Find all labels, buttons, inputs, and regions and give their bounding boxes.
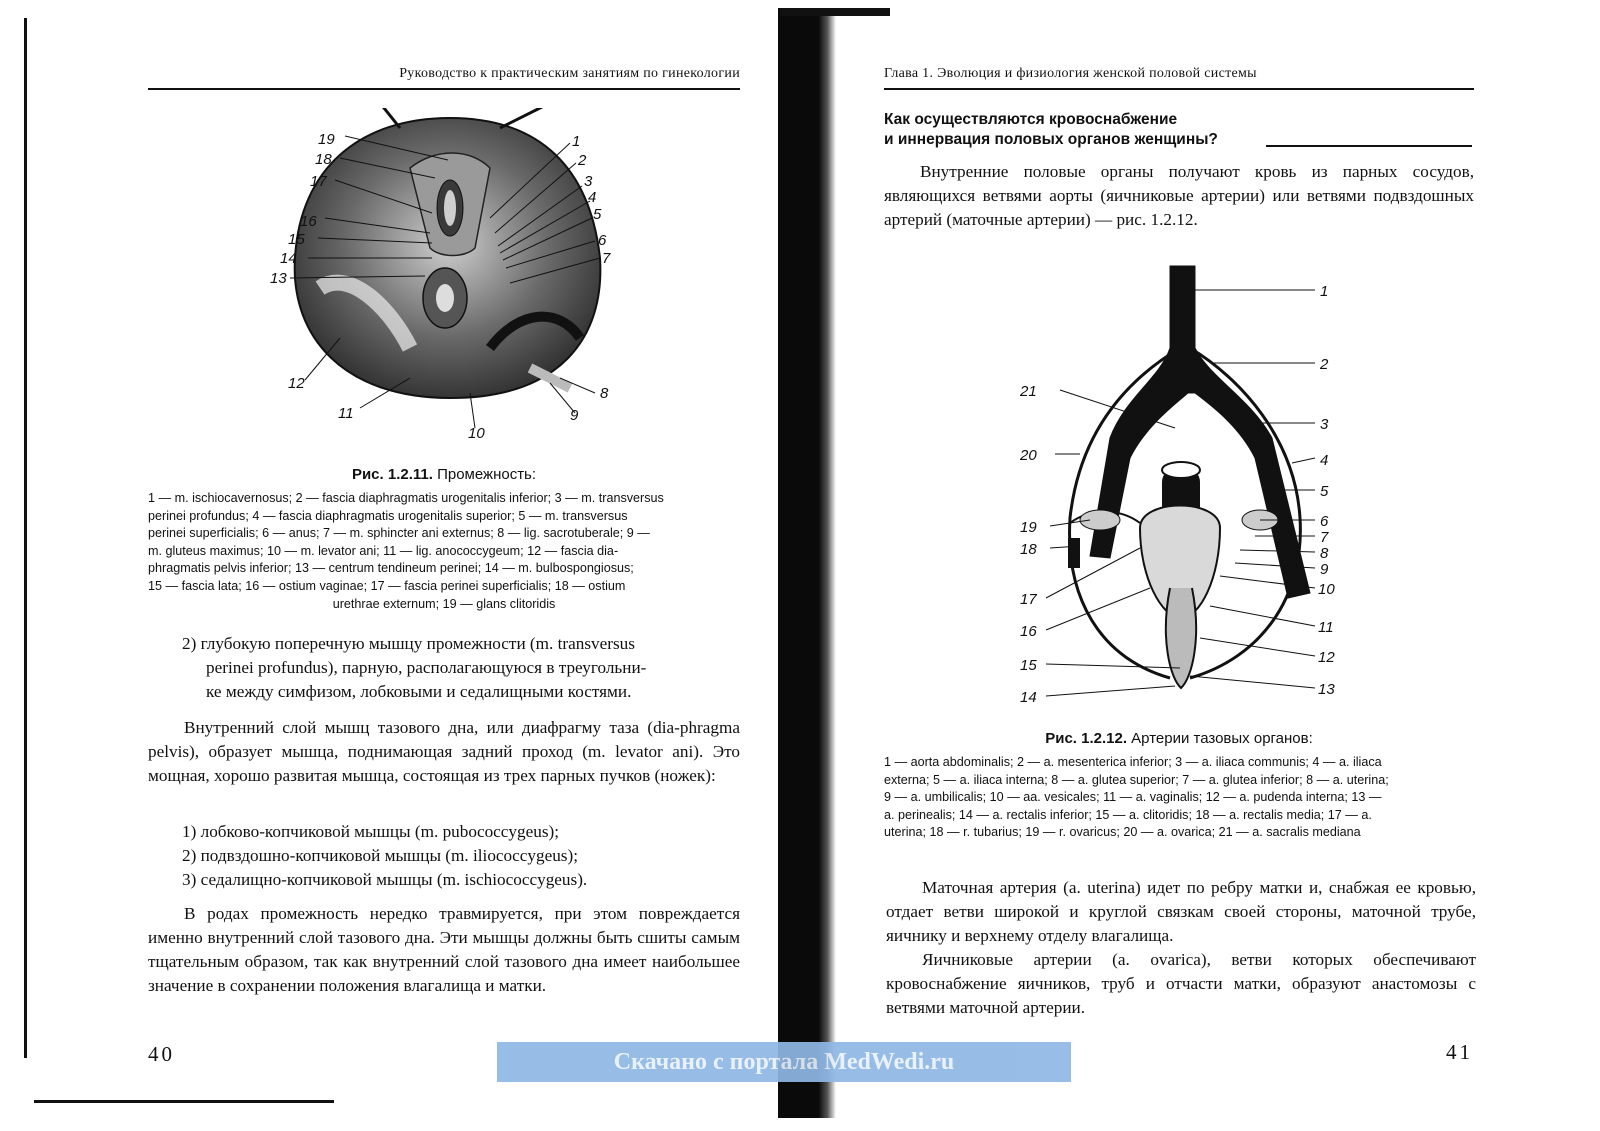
list-item-line: perinei profundus), парную, располагающуюся в треугольни-	[206, 658, 647, 677]
fig12-label: 16	[1020, 623, 1037, 640]
fig11-caption	[148, 466, 740, 483]
deep-transverse-muscle-item	[182, 632, 742, 704]
fig11-legend-line: urethrae externum; 19 — glans clitoridis	[332, 596, 556, 611]
fig11-label: 18	[315, 151, 332, 168]
fig12-legend-line: externa; 5 — a. iliaca interna; 8 — a. glutea superior; 7 — a. glutea inferior; 8 — a. uterina;	[884, 772, 1389, 787]
fig11-legend-line: phragmatis pelvis inferior; 13 — centrum tendineum perinei; 14 — m. bulbospongiosus;	[148, 561, 634, 576]
right-paragraph-2	[886, 948, 1476, 1020]
fig12-label: 12	[1318, 649, 1335, 666]
fig11-label: 5	[593, 206, 602, 223]
left-running-head: Руководство к практическим занятиям по гинекологии	[399, 66, 740, 81]
fig11-label: 17	[310, 173, 327, 190]
list-item-line: ке между симфизом, лобковыми и седалищными костями.	[206, 682, 632, 701]
fig12-legend-line: 1 — aorta abdominalis; 2 — a. mesenterica inferior; 3 — a. iliaca communis; 4 — a. iliaca	[884, 755, 1382, 769]
fig12-legend-line: 9 — a. umbilicalis; 10 — aa. vesicales; 11 — a. vaginalis; 12 — a. pudenda interna; 13 —	[884, 790, 1382, 805]
question-underline	[1266, 145, 1472, 147]
right-running-head: Глава 1. Эволюция и физиология женской половой системы	[884, 66, 1257, 81]
right-page-number: 41	[1446, 1040, 1473, 1064]
fig12-caption-number: Рис. 1.2.12.	[1045, 730, 1127, 747]
fig12-legend-line: a. perinealis; 14 — a. rectalis inferior; 15 — a. clitoridis; 18 — a. rectalis media; 17 — a.	[884, 807, 1372, 822]
right-header-rule	[884, 88, 1474, 90]
fig11-caption-title: Промежность:	[437, 466, 537, 483]
fig12-legend	[884, 754, 1474, 842]
book-spine-shadow	[778, 8, 836, 1118]
fig11-label: 14	[280, 250, 297, 267]
fig12-label: 1	[1320, 283, 1329, 300]
spine-top-edge	[780, 8, 890, 16]
fig11-label: 4	[588, 189, 597, 206]
fig12-label: 7	[1320, 529, 1329, 546]
fig11-label: 7	[602, 250, 611, 267]
fig12-label: 4	[1320, 452, 1329, 469]
fig11-legend-line: perinei superficialis; 6 — anus; 7 — m. sphincter ani externus; 8 — lig. sacrotuberale; 9 —	[148, 526, 650, 541]
fig11-legend-line: m. gluteus maximus; 10 — m. levator ani; 11 — lig. anococcygeum; 12 — fascia dia-	[148, 543, 619, 558]
fig12-label: 2	[1320, 356, 1329, 373]
pelvic-arteries-figure	[1010, 258, 1350, 718]
left-page-number: 40	[148, 1042, 175, 1066]
muscle-list	[182, 820, 742, 892]
fig12-label: 21	[1020, 383, 1037, 400]
left-margin-mark	[24, 18, 27, 1058]
fig12-label: 5	[1320, 483, 1329, 500]
fig12-caption	[884, 730, 1474, 747]
fig12-label: 9	[1320, 561, 1329, 578]
download-watermark: Скачано с портала MedWedi.ru	[497, 1042, 1071, 1082]
fig11-label: 19	[318, 131, 335, 148]
fig11-legend-line: 15 — fascia lata; 16 — ostium vaginae; 17 — fascia perinei superficialis; 18 — ostium	[148, 578, 626, 593]
bottom-left-scan-line	[34, 1100, 334, 1103]
fig11-caption-number: Рис. 1.2.11.	[351, 466, 433, 483]
fig11-legend-line: 1 — m. ischiocavernosus; 2 — fascia diaphragmatis urogenitalis inferior; 3 — m. transversus	[148, 491, 664, 505]
fig12-caption-title: Артерии тазовых органов:	[1131, 730, 1313, 747]
paragraph-text: Яичниковые артерии (a. ovarica), ветви которых обеспечивают кровоснабжение яичников, труб и отчасти матки, образуют анастомозы с ветвями маточной артерии.	[886, 950, 1476, 1017]
list-item: 3) седалищно-копчиковой мышцы (m. ischiococcygeus).	[182, 870, 588, 889]
left-paragraph-1	[148, 716, 740, 788]
fig11-label: 1	[572, 133, 581, 150]
fig12-label: 3	[1320, 416, 1329, 433]
right-paragraph-1	[886, 876, 1476, 948]
fig12-label: 8	[1320, 545, 1329, 562]
left-header-rule	[148, 88, 740, 90]
fig11-label: 9	[570, 407, 579, 424]
paragraph-text: Внутренний слой мышц тазового дна, или диафрагму таза (dia-phragma pelvis), образует мышца, поднимающая задний проход (m. levator ani). Это мощная, хорошо развитая мышца, состоящая из трех парных пучков (ножек):	[148, 718, 740, 785]
paragraph-text: Маточная артерия (a. uterina) идет по ребру матки и, снабжая ее кровью, отдает ветви широкой и круглой связкам своей стороны, маточной трубе, яичнику и верхнему отделу влагалища.	[886, 878, 1476, 945]
fig12-label: 10	[1318, 581, 1335, 598]
fig11-label: 2	[578, 152, 587, 169]
fig11-label: 8	[600, 385, 609, 402]
fig11-label: 12	[288, 375, 305, 392]
left-paragraph-2	[148, 902, 740, 998]
fig12-label: 6	[1320, 513, 1329, 530]
section-question	[884, 110, 1474, 150]
fig11-label: 16	[300, 213, 317, 230]
right-intro-paragraph	[884, 160, 1474, 232]
fig11-label: 13	[270, 270, 287, 287]
paragraph-text: Внутренние половые органы получают кровь из парных сосудов, являющихся ветвями аорты (яичниковые артерии) или ветвями подвздошных артерий (маточные артерии) — рис. 1.2.12.	[884, 162, 1474, 229]
question-line: Как осуществляются кровоснабжение	[884, 111, 1178, 128]
fig11-legend	[148, 490, 740, 613]
fig11-label: 3	[584, 173, 593, 190]
fig12-label: 13	[1318, 681, 1335, 698]
fig12-legend-line: uterina; 18 — r. tubarius; 19 — r. ovaricus; 20 — a. ovarica; 21 — a. sacralis mediana	[884, 825, 1361, 840]
fig12-label: 20	[1020, 447, 1037, 464]
fig12-label: 17	[1020, 591, 1037, 608]
fig12-label: 14	[1020, 689, 1037, 706]
fig12-label: 15	[1020, 657, 1037, 674]
list-item: 2) подвздошно-копчиковой мышцы (m. iliococcygeus);	[182, 846, 578, 865]
perineum-figure	[260, 108, 640, 448]
fig11-label: 11	[338, 405, 354, 422]
fig12-label: 18	[1020, 541, 1037, 558]
fig11-legend-line: perinei profundus; 4 — fascia diaphragmatis urogenitalis superior; 5 — m. transversus	[148, 508, 628, 523]
list-item: 1) лобково-копчиковой мышцы (m. pubococcygeus);	[182, 822, 560, 841]
fig11-label: 10	[468, 425, 485, 442]
paragraph-text: В родах промежность нередко травмируется, при этом повреждается именно внутренний слой тазового дна. Эти мышцы должны быть сшиты самым тщательным образом, так как внутренний слой тазового дна имеет наибольшее значение в сохранении положения влагалища и матки.	[148, 904, 740, 995]
fig12-label: 11	[1318, 619, 1334, 636]
list-item-line: 2) глубокую поперечную мышцу промежности (m. transversus	[182, 634, 635, 653]
fig11-label: 15	[288, 231, 305, 248]
fig11-label: 6	[598, 232, 607, 249]
question-line: и иннервация половых органов женщины?	[884, 131, 1218, 148]
fig12-label: 19	[1020, 519, 1037, 536]
